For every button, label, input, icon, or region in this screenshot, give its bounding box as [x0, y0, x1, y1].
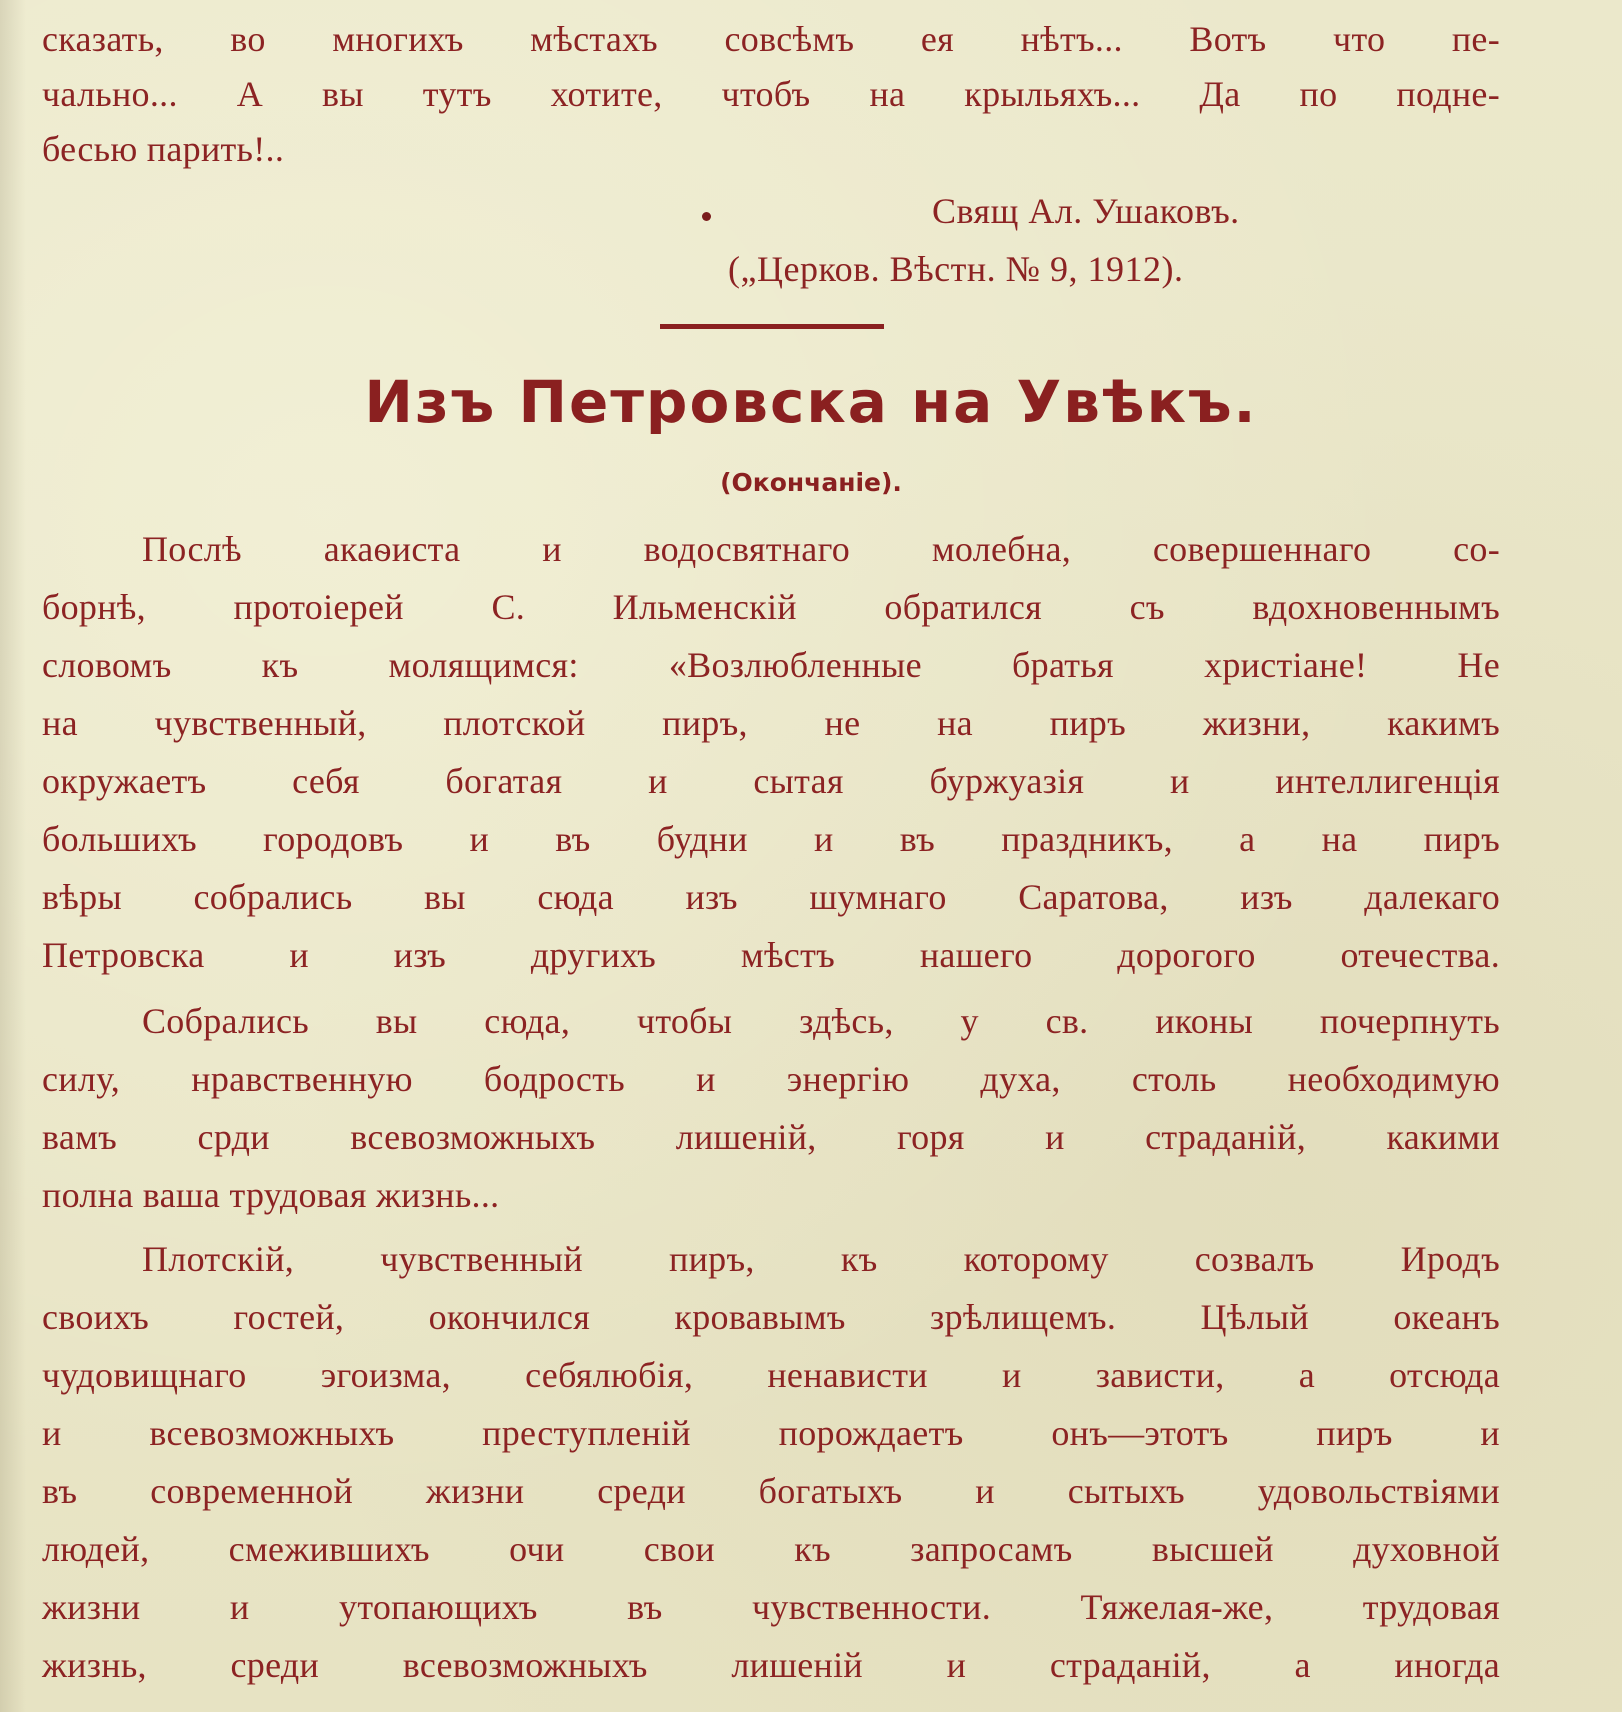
- body-line-18: людей, смежившихъ очи свои къ запросамъ высшей духовной: [42, 1529, 1500, 1569]
- body-line-16: и всевозможныхъ преступленій порождаетъ онъ—этотъ пиръ и: [42, 1413, 1500, 1453]
- body-line-9: Собрались вы сюда, чтобы здѣсь, у св. иконы почерпнуть: [142, 1001, 1500, 1041]
- prev-article-line-2: чально... А вы тутъ хотите, чтобъ на крыльяхъ... Да по подне-: [42, 74, 1500, 114]
- body-line-5: окружаетъ себя богатая и сытая буржуазія и интеллигенція: [42, 761, 1500, 801]
- page-edge-shadow: [0, 0, 26, 1712]
- article-title: Изъ Петровска на Увѣкъ.: [364, 368, 1258, 436]
- body-line-6: большихъ городовъ и въ будни и въ праздникъ, а на пиръ: [42, 819, 1500, 859]
- body-line-19: жизни и утопающихъ въ чувственности. Тяжелая-же, трудовая: [42, 1587, 1500, 1627]
- prev-article-line-3: бесью парить!..: [42, 129, 285, 169]
- body-line-17: въ современной жизни среди богатыхъ и сытыхъ удовольствіями: [42, 1471, 1500, 1511]
- body-line-8: Петровска и изъ другихъ мѣстъ нашего дорогого отечества.: [42, 935, 1500, 975]
- body-line-4: на чувственный, плотской пиръ, не на пиръ жизни, какимъ: [42, 703, 1500, 743]
- signature: Свящ Ал. Ушаковъ.: [932, 191, 1240, 231]
- body-line-20: жизнь, среди всевозможныхъ лишеній и страданій, а иногда: [42, 1645, 1500, 1685]
- section-divider: [660, 324, 884, 329]
- body-line-2: борнѣ, протоіерей С. Ильменскій обратился съ вдохновеннымъ: [42, 587, 1500, 627]
- source-citation: („Церков. Вѣстн. № 9, 1912).: [728, 249, 1184, 289]
- body-line-3: словомъ къ молящимся: «Возлюбленные братья христіане! Не: [42, 645, 1500, 685]
- body-line-10: силу, нравственную бодрость и энергію духа, столь необходимую: [42, 1059, 1500, 1099]
- ink-dot: [702, 212, 711, 221]
- body-line-13: Плотскій, чувственный пиръ, къ которому созвалъ Иродъ: [142, 1239, 1500, 1279]
- body-line-14: своихъ гостей, окончился кровавымъ зрѣлищемъ. Цѣлый океанъ: [42, 1297, 1500, 1337]
- body-line-15: чудовищнаго эгоизма, себялюбія, ненависти и зависти, а отсюда: [42, 1355, 1500, 1395]
- article-subtitle: (Окончаніе).: [720, 468, 902, 497]
- prev-article-line-1: сказать, во многихъ мѣстахъ совсѣмъ ея нѣтъ... Вотъ что пе-: [42, 19, 1500, 59]
- body-line-1: Послѣ акаѳиста и водосвятнаго молебна, совершеннаго со-: [142, 529, 1500, 569]
- body-line-7: вѣры собрались вы сюда изъ шумнаго Саратова, изъ далекаго: [42, 877, 1500, 917]
- body-line-11: вамъ срди всевозможныхъ лишеній, горя и страданій, какими: [42, 1117, 1500, 1157]
- body-line-12: полна ваша трудовая жизнь...: [42, 1175, 500, 1215]
